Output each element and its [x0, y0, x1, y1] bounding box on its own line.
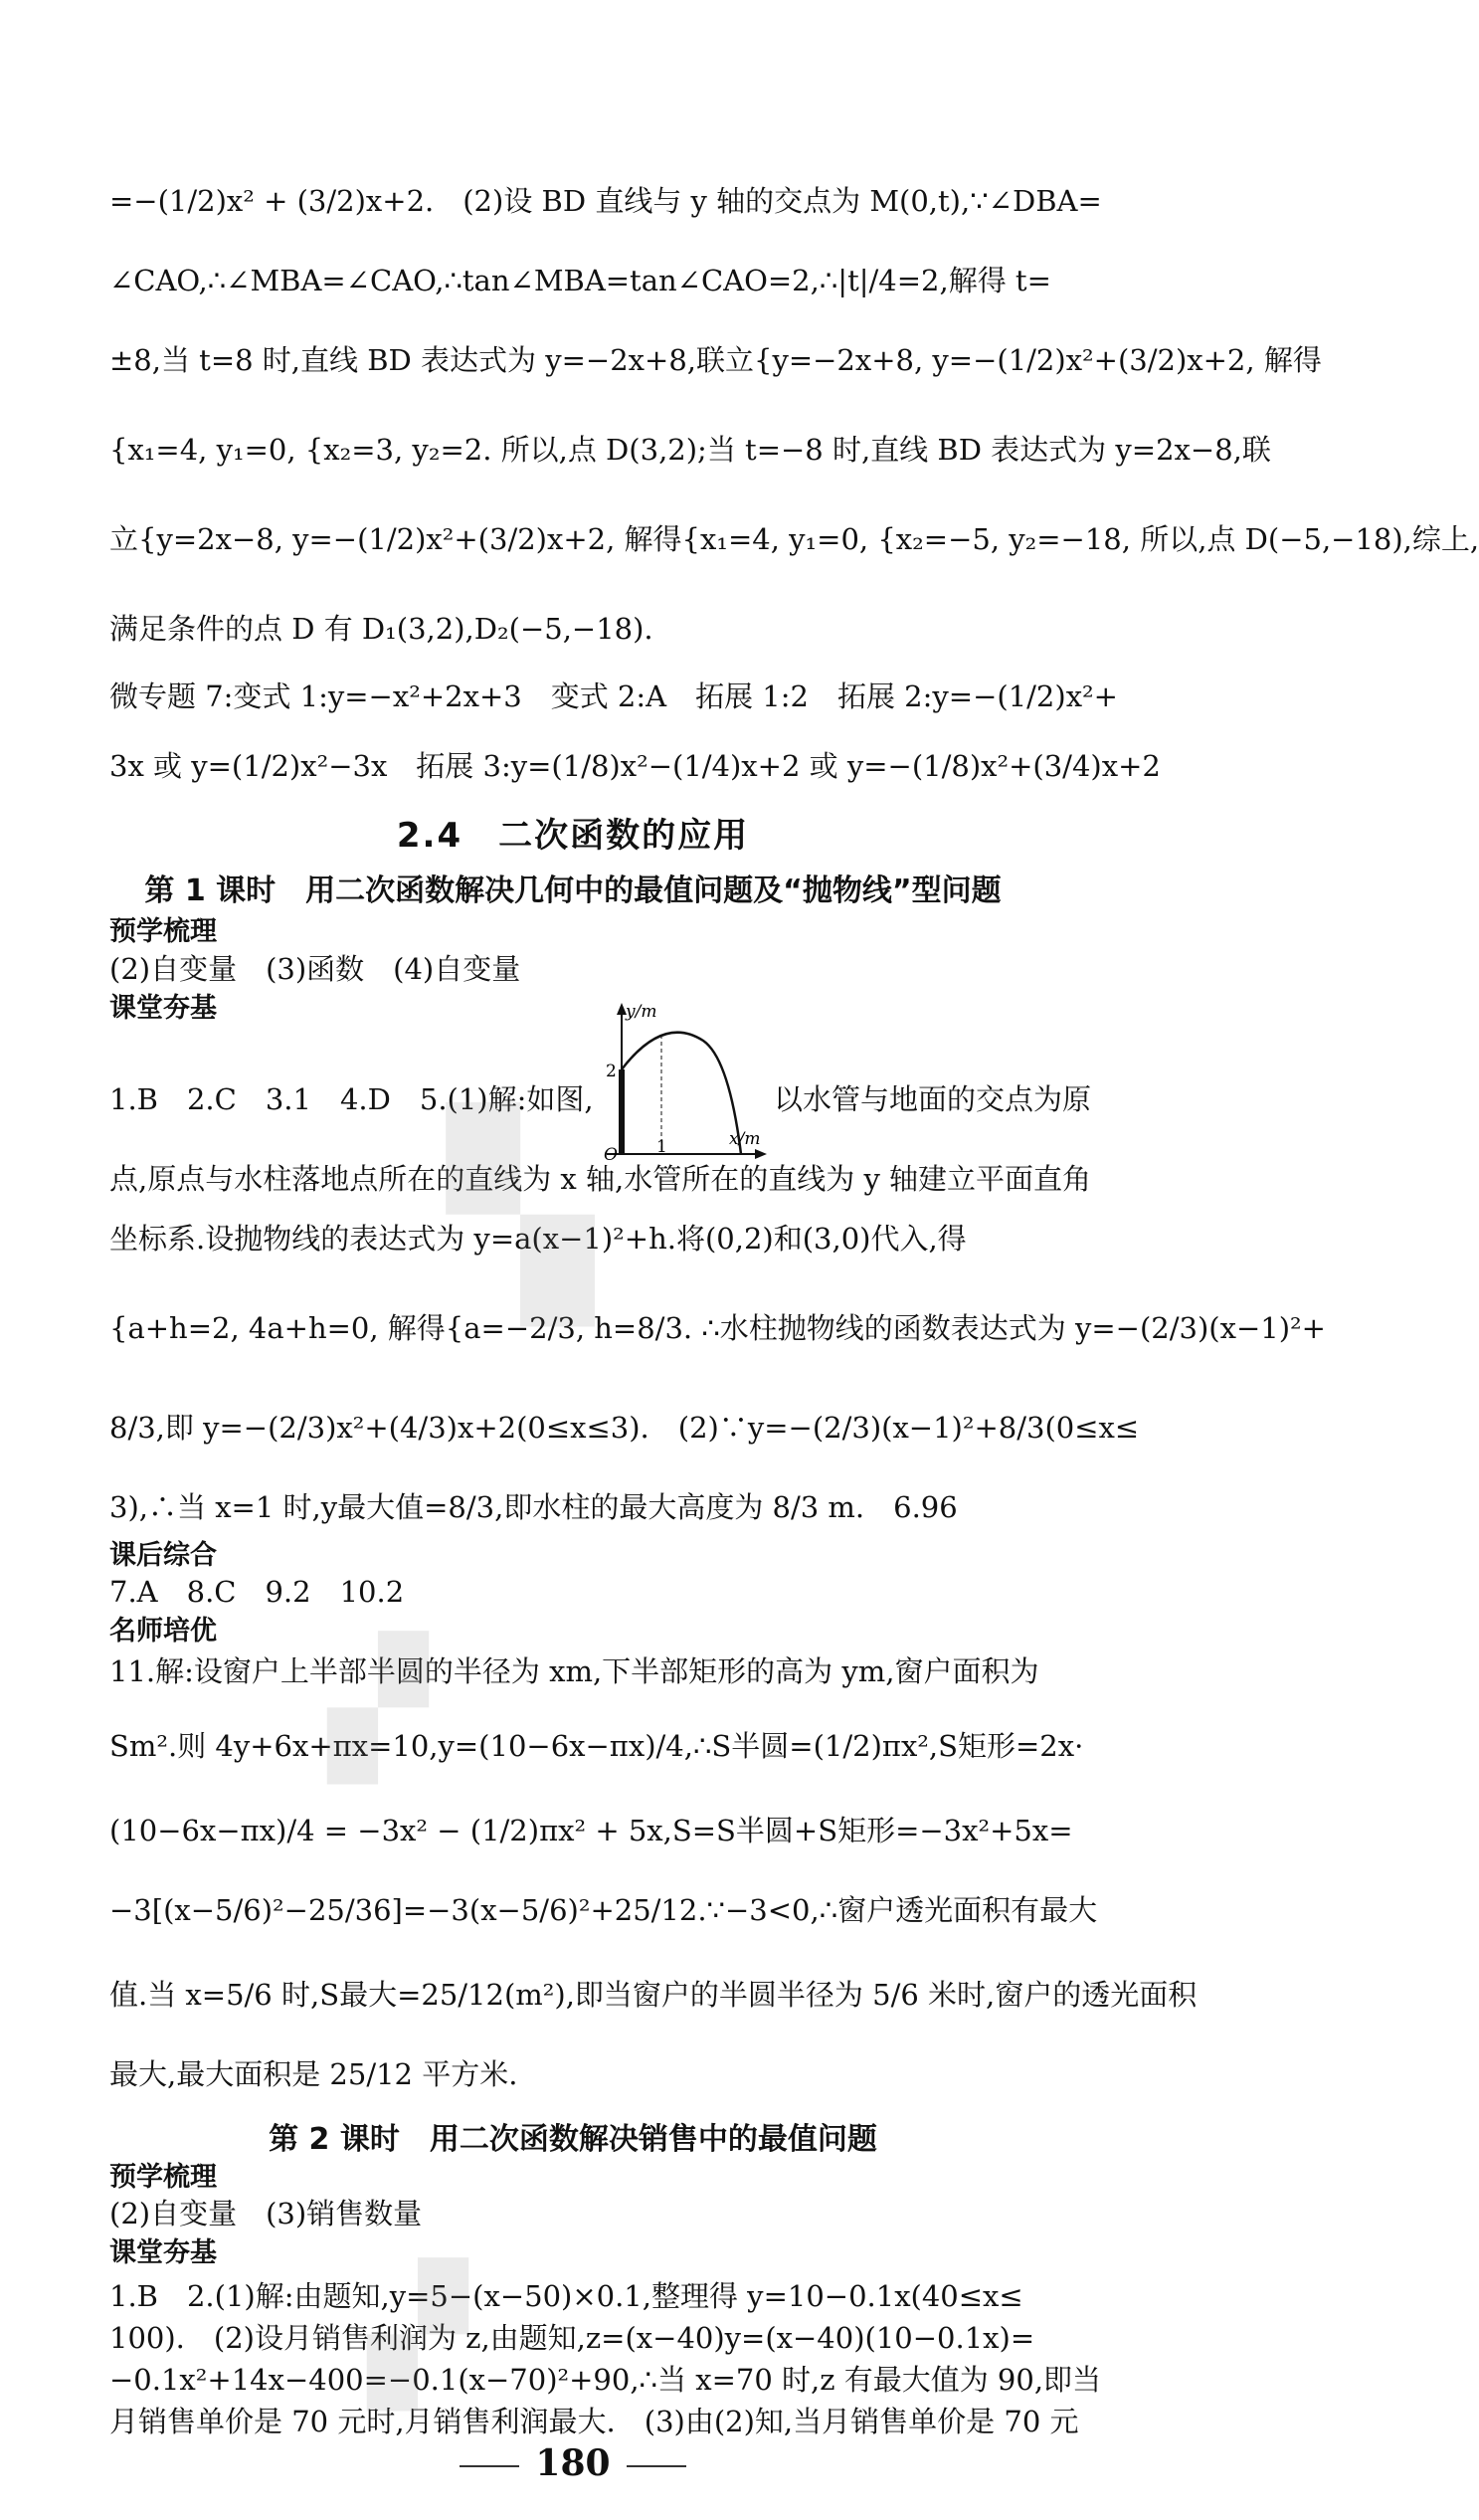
text-line: −0.1x²+14x−400=−0.1(x−70)²+90,∴当 x=70 时,z 有最大值为 90,即当 — [109, 2363, 1102, 2397]
y-axis-label: y/m — [626, 1002, 657, 1022]
heading-preview: 预学梳理 — [109, 2162, 217, 2193]
heading-preview: 预学梳理 — [109, 916, 217, 947]
text-line: 1.B 2.(1)解:由题知,y=5−(x−50)×0.1,整理得 y=10−0.1x(40≤x≤ — [109, 2279, 1023, 2313]
preview-answers: (2)自变量 (3)函数 (4)自变量 — [109, 952, 521, 986]
after-answers: 7.A 8.C 9.2 10.2 — [109, 1575, 405, 1609]
text-line: 3),∴当 x=1 时,y最大值=8/3,即水柱的最大高度为 8/3 m. 6.96 — [109, 1490, 958, 1524]
section-title: 2.4 二次函数的应用 — [396, 816, 750, 856]
text-line: 8/3,即 y=−(2/3)x²+(4/3)x+2(0≤x≤3). (2)∵y=−(2/3)(x−1)²+8/3(0≤x≤ — [109, 1411, 1140, 1445]
x-axis-label: x/m — [729, 1129, 761, 1149]
text-line: ±8,当 t=8 时,直线 BD 表达式为 y=−2x+8,联立{y=−2x+8, y=−(1/2)x²+(3/2)x+2, 解得 — [109, 343, 1322, 377]
text-line: 3x 或 y=(1/2)x²−3x 拓展 3:y=(1/8)x²−(1/4)x+2 或 y=−(1/8)x²+(3/4)x+2 — [109, 749, 1161, 783]
origin-label: O — [604, 1145, 618, 1165]
tick-x-label: 1 — [656, 1137, 667, 1157]
text-line: Sm².则 4y+6x+πx=10,y=(10−6x−πx)/4,∴S半圆=(1/2)πx²,S矩形=2x· — [109, 1729, 1084, 1763]
text-line: 月销售单价是 70 元时,月销售利润最大. (3)由(2)知,当月销售单价是 70 元 — [109, 2405, 1079, 2438]
text-line: (10−6x−πx)/4 = −3x² − (1/2)πx² + 5x,S=S半圆+S矩形=−3x²+5x= — [109, 1814, 1073, 1847]
text-line: =−(1/2)x² + (3/2)x+2. (2)设 BD 直线与 y 轴的交点为 M(0,t),∵∠DBA= — [109, 184, 1102, 218]
page-number — [0, 2442, 1146, 2484]
x-axis-arrow — [755, 1149, 767, 1159]
text-line: {x₁=4, y₁=0, {x₂=3, y₂=2. 所以,点 D(3,2);当 t=−8 时,直线 BD 表达式为 y=2x−8,联 — [109, 433, 1271, 467]
text-line: 11.解:设窗户上半部半圆的半径为 xm,下半部矩形的高为 ym,窗户面积为 — [109, 1654, 1039, 1688]
text-line: 满足条件的点 D 有 D₁(3,2),D₂(−5,−18). — [109, 612, 653, 646]
heading-class: 课堂夯基 — [109, 993, 217, 1024]
parabola-figure — [562, 995, 771, 1164]
text-line: 100). (2)设月销售利润为 z,由题知,z=(x−40)y=(x−40)(10−0.1x)= — [109, 2321, 1035, 2355]
watermark-stamp: ▞ — [368, 2258, 467, 2410]
watermark-stamp: ▚ — [448, 1104, 594, 1324]
text-line: {a+h=2, 4a+h=0, 解得{a=−2/3, h=8/3. ∴水柱抛物线的函数表达式为 y=−(2/3)(x−1)²+ — [109, 1311, 1326, 1345]
text-line: 立{y=2x−8, y=−(1/2)x²+(3/2)x+2, 解得{x₁=4, y₁=0, {x₂=−5, y₂=−18, 所以,点 D(−5,−18),综上, — [109, 522, 1479, 556]
text-line: 坐标系.设抛物线的表达式为 y=a(x−1)²+h.将(0,2)和(3,0)代入,得 — [109, 1222, 967, 1256]
text-line: 点,原点与水柱落地点所在的直线为 x 轴,水管所在的直线为 y 轴建立平面直角 — [109, 1162, 1092, 1196]
class-line-left: 1.B 2.C 3.1 4.D 5.(1)解:如图, — [109, 1082, 594, 1116]
watermark-stamp: ▞ — [328, 1632, 428, 1783]
heading-after-class: 课后综合 — [109, 1540, 217, 1571]
lesson-1-title: 第 1 课时 用二次函数解决几何中的最值问题及“抛物线”型问题 — [144, 873, 1002, 908]
heading-class: 课堂夯基 — [109, 2237, 217, 2268]
text-line: 微专题 7:变式 1:y=−x²+2x+3 变式 2:A 拓展 1:2 拓展 2:y=−(1/2)x²+ — [109, 679, 1118, 713]
heading-teacher: 名师培优 — [109, 1616, 217, 1647]
parabola-curve — [622, 1033, 741, 1154]
text-line: 最大,最大面积是 25/12 平方米. — [109, 2057, 518, 2091]
text-line: 值.当 x=5/6 时,S最大=25/12(m²),即当窗户的半圆半径为 5/6 米时,窗户的透光面积 — [109, 1978, 1198, 2012]
text-line: −3[(x−5/6)²−25/36]=−3(x−5/6)²+25/12.∵−3<0,∴窗户透光面积有最大 — [109, 1893, 1098, 1927]
class-line-right: 以水管与地面的交点为原 — [774, 1082, 1092, 1116]
preview-answers: (2)自变量 (3)销售数量 — [109, 2197, 423, 2230]
lesson-2-title: 第 2 课时 用二次函数解决销售中的最值问题 — [269, 2122, 877, 2157]
tick-y-label: 2 — [606, 1062, 617, 1081]
text-line: ∠CAO,∴∠MBA=∠CAO,∴tan∠MBA=tan∠CAO=2,∴|t|/4=2,解得 t= — [109, 264, 1051, 297]
page-number-text: 180 — [535, 2442, 611, 2484]
